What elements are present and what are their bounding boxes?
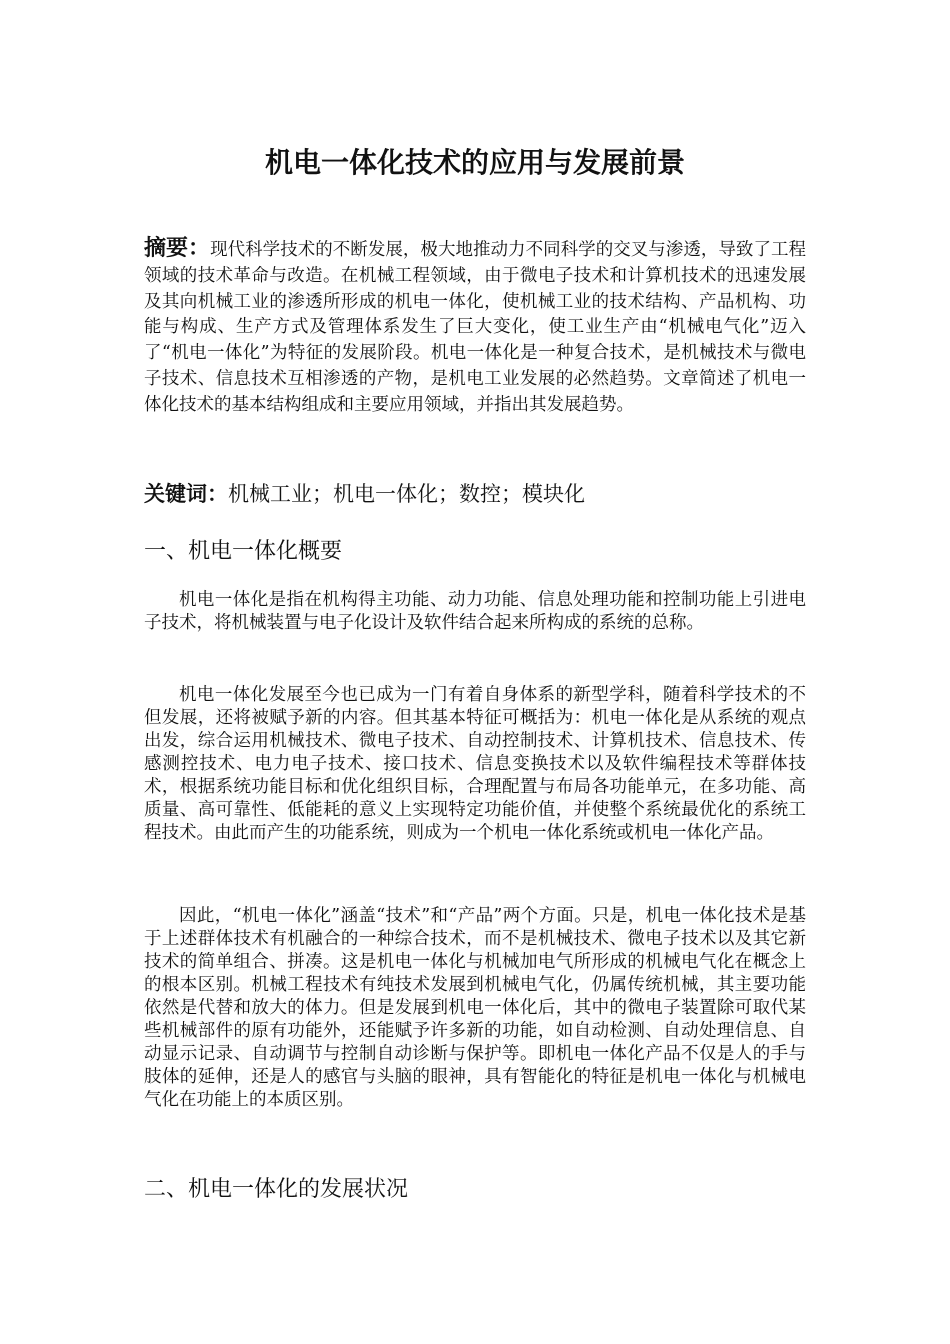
abstract-text: 现代科学技术的不断发展，极大地推动力不同科学的交叉与渗透，导致了工程领域的技术革命与改造。在机械工程领域，由于微电子技术和计算机技术的迅速发展及其向机械工业的渗透所形成的机电一体化，使机械工业的技术结构、产品机构、功能与构成、生产方式及管理体系发生了巨大变化，使工业生产由“机械电气化”迈入了“机电一体化”为特征的发展阶段。机电一体化是一种复合技术，是机械技术与微电子技术、信息技术互相渗透的产物，是机电工业发展的必然趋势。文章简述了机电一体化技术的基本结构组成和主要应用领域，并指出其发展趋势。: [144, 240, 806, 415]
paragraph-3: 因此，“机电一体化”涵盖“技术”和“产品”两个方面。只是，机电一体化技术是基于上述群体技术有机融合的一种综合技术，而不是机械技术、微电子技术以及其它新技术的简单组合、拼凑。这是机电一体化与机械加电气所形成的机械电气化在概念上的根本区别。机械工程技术有纯技术发展到机械电气化，仍属传统机械，其主要功能依然是代替和放大的体力。但是发展到机电一体化后，其中的微电子装置除可取代某些机械部件的原有功能外，还能赋予许多新的功能，如自动检测、自动处理信息、自动显示记录、自动调节与控制自动诊断与保护等。即机电一体化产品不仅是人的手与肢体的延伸，还是人的感官与头脑的眼神，具有智能化的特征是机电一体化与机械电气化在功能上的本质区别。: [144, 906, 806, 1110]
document-title: 机电一体化技术的应用与发展前景: [264, 146, 685, 179]
abstract-label: 摘要：: [144, 236, 211, 261]
paragraph-1: 机电一体化是指在机构得主功能、动力功能、信息处理功能和控制功能上引进电子技术，将机械装置与电子化设计及软件结合起来所构成的系统的总称。: [144, 590, 806, 633]
keywords-block: [144, 478, 806, 510]
abstract-block: [144, 236, 806, 419]
section-heading-1: 一、机电一体化概要: [144, 539, 343, 564]
keywords-text: 机械工业；机电一体化；数控；模块化: [228, 482, 585, 506]
keywords-label: 关键词：: [144, 482, 228, 506]
section-heading-2: 二、机电一体化的发展状况: [144, 1177, 409, 1202]
paragraph-2: 机电一体化发展至今也已成为一门有着自身体系的新型学科，随着科学技术的不但发展，还将被赋予新的内容。但其基本特征可概括为：机电一体化是从系统的观点出发，综合运用机械技术、微电子技术、自动控制技术、计算机技术、信息技术、传感测控技术、电力电子技术、接口技术、信息变换技术以及软件编程技术等群体技术，根据系统功能目标和优化组织目标，合理配置与布局各功能单元，在多功能、高质量、高可靠性、低能耗的意义上实现特定功能价值，并使整个系统最优化的系统工程技术。由此而产生的功能系统，则成为一个机电一体化系统或机电一体化产品。: [144, 685, 806, 843]
